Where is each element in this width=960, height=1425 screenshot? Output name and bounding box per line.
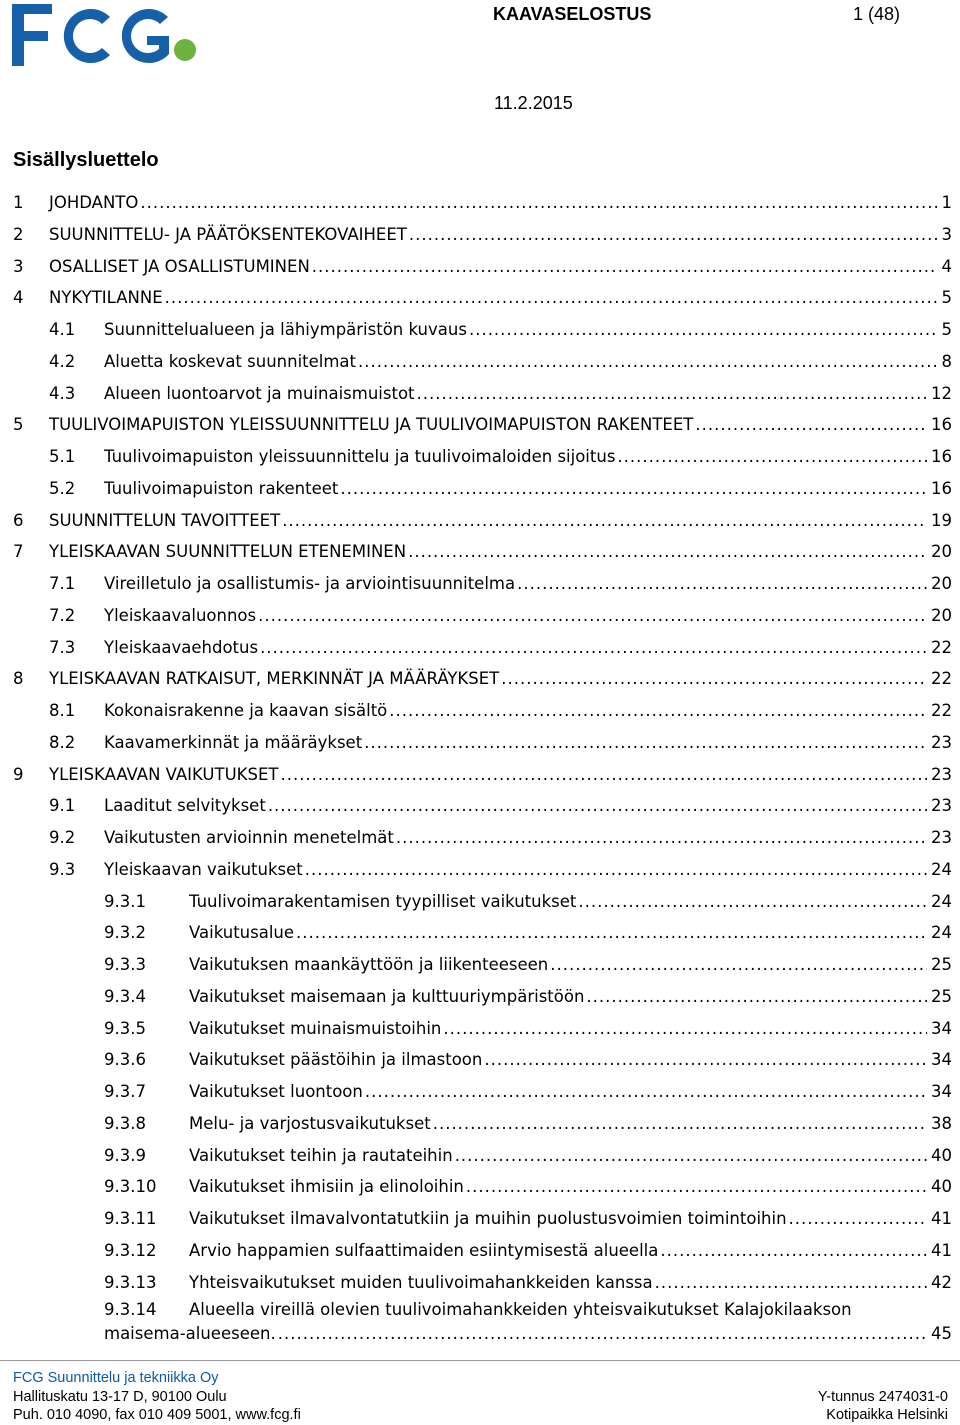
toc-leader-dots: [484, 1044, 927, 1076]
toc-entry-number: 4.3: [49, 383, 76, 403]
toc-entry-number: 9.3.13: [104, 1272, 157, 1292]
toc-entry-page: 41: [927, 1203, 952, 1235]
toc-entry-page: 40: [927, 1140, 952, 1172]
footer-company: FCG Suunnittelu ja tekniikka Oy: [13, 1370, 219, 1386]
toc-entry-number: 9.3.8: [104, 1113, 146, 1133]
toc-entry-label: SUUNNITTELUN TAVOITTEET: [49, 505, 282, 537]
toc-entry-number: 9.3.14: [104, 1300, 157, 1320]
toc-leader-dots: [469, 314, 938, 346]
toc-entry-label: Yhteisvaikutukset muiden tuulivoimahankkeiden kanssa: [189, 1267, 655, 1299]
toc-entry-page: 3: [938, 219, 953, 251]
toc-entry-page: 45: [927, 1322, 952, 1346]
toc-entry-page: 1: [938, 187, 953, 219]
document-title: KAAVASELOSTUS: [493, 4, 652, 24]
toc-leader-dots: [455, 1140, 927, 1172]
toc-entry-label: YLEISKAAVAN VAIKUTUKSET: [49, 759, 280, 791]
toc-leader-dots: [280, 759, 927, 791]
toc-leader-dots: [268, 790, 927, 822]
toc-entry-page: 25: [927, 981, 952, 1013]
toc-entry-number: 9.3.10: [104, 1177, 157, 1197]
toc-entry-number: 9.3.12: [104, 1240, 157, 1260]
toc-entry-number: 9.3.7: [104, 1082, 146, 1101]
toc-entry-page: 16: [927, 441, 952, 473]
toc-entry-page: 20: [927, 568, 952, 600]
toc-entry-label: TUULIVOIMAPUISTON YLEISSUUNNITTELU JA TUULIVOIMAPUISTON RAKENTEET: [49, 409, 695, 441]
toc-entry-number: 7.1: [49, 574, 76, 593]
toc-entry-number: 5: [13, 415, 24, 435]
toc-leader-dots: [655, 1267, 927, 1299]
toc-entry-label: Alueen luontoarvot ja muinaismuistot: [104, 378, 417, 410]
toc-entry-label: Tuulivoimapuiston yleissuunnittelu ja tuulivoimaloiden sijoitus: [104, 441, 617, 473]
toc-entry-label: Vaikutusalue: [189, 917, 296, 949]
toc-leader-dots: [389, 695, 927, 727]
toc-entry-number: 5.1: [49, 447, 76, 466]
toc-entry-label: Vaikutukset päästöihin ja ilmastoon: [189, 1044, 484, 1076]
toc-entry-label: Vaikutukset teihin ja rautateihin: [189, 1140, 455, 1172]
toc-leader-dots: [789, 1203, 927, 1235]
toc-entry-label: YLEISKAAVAN RATKAISUT, MERKINNÄT JA MÄÄRÄYKSET: [49, 663, 501, 695]
footer-domicile: Kotipaikka Helsinki: [826, 1407, 948, 1423]
footer-contact: Puh. 010 4090, fax 010 409 5001, www.fcg.fi: [13, 1407, 301, 1423]
toc-entry-page: 25: [927, 949, 952, 981]
toc-entry-label: Suunnittelualueen ja lähiympäristön kuvaus: [104, 314, 469, 346]
document-date: 11.2.2015: [494, 93, 573, 113]
toc-entry-page: 34: [927, 1076, 952, 1108]
toc-entry-number: 9.3.11: [104, 1209, 157, 1228]
toc-entry-page: 22: [927, 632, 952, 664]
toc-leader-dots: [364, 727, 927, 759]
toc-entry-page: 23: [927, 822, 952, 854]
toc-entry-label: Arvio happamien sulfaattimaiden esiintymisestä alueella: [189, 1235, 660, 1267]
toc-entry-label: Vaikutuksen maankäyttöön ja liikenteeseen: [189, 949, 550, 981]
toc-heading: Sisällysluettelo: [13, 149, 159, 171]
footer-business-id: Y-tunnus 2474031-0: [817, 1389, 948, 1405]
toc-leader-dots: [358, 346, 937, 378]
toc-entry-number: 8.2: [49, 732, 76, 752]
toc-entry-label: Aluetta koskevat suunnitelmat: [104, 346, 358, 378]
toc-leader-dots: [340, 473, 927, 505]
toc-leader-dots: [408, 536, 927, 568]
toc-leader-dots: [282, 505, 927, 537]
toc-leader-dots: [396, 822, 927, 854]
toc-entry-page: 16: [927, 473, 952, 505]
toc-entry-label: OSALLISET JA OSALLISTUMINEN: [49, 251, 312, 283]
toc-entry-label: Vaikutusten arvioinnin menetelmät: [104, 822, 396, 854]
toc-entry-number: 8.1: [49, 701, 76, 720]
toc-entry-label: Vaikutukset maisemaan ja kulttuuriympäristöön: [189, 981, 586, 1013]
toc-entry-page: 20: [927, 536, 952, 568]
toc-entry-label: YLEISKAAVAN SUUNNITTELUN ETENEMINEN: [49, 536, 408, 568]
toc-entry-label: JOHDANTO: [49, 187, 140, 219]
footer-divider: [0, 1360, 960, 1361]
toc-entry-page: 8: [938, 346, 953, 378]
page-number: 1 (48): [853, 4, 901, 24]
toc-entry-page: 41: [927, 1235, 952, 1267]
toc-leader-dots: [695, 409, 927, 441]
toc-entry-page: 22: [927, 695, 952, 727]
toc-entry-number: 9.3.1: [104, 891, 146, 911]
toc-leader-dots: [433, 1108, 927, 1140]
toc-leader-dots: [417, 378, 927, 410]
toc-entry-label: Melu- ja varjostusvaikutukset: [189, 1108, 433, 1140]
toc-entry-page: 23: [927, 790, 952, 822]
toc-entry-number: 9.3.3: [104, 955, 146, 974]
toc-entry-page: 42: [927, 1267, 952, 1299]
toc-entry-number: 9.1: [49, 796, 76, 816]
toc-entry-page: 24: [927, 886, 952, 918]
toc-leader-dots: [165, 282, 938, 314]
fcg-logo: [12, 4, 197, 68]
toc-entry-label: Yleiskaavan vaikutukset: [104, 854, 305, 886]
toc-entry-page: 12: [927, 378, 952, 410]
toc-entry-number: 9.3.2: [104, 923, 146, 943]
toc-entry-page: 5: [938, 282, 953, 314]
toc-leader-dots: [258, 600, 927, 632]
toc-entry-page: 19: [927, 505, 952, 537]
toc-entry-page: 23: [927, 759, 952, 791]
toc-entry-number: 9.3.6: [104, 1050, 146, 1070]
toc-entry-page: 38: [927, 1108, 952, 1140]
toc-leader-dots: [305, 854, 927, 886]
toc-entry-number: 4.2: [49, 351, 76, 371]
toc-entry-number: 2: [13, 224, 24, 244]
toc-entry-number: 3: [13, 256, 24, 276]
toc-leader-dots: [586, 981, 927, 1013]
toc-entry-number: 7.2: [49, 605, 76, 625]
toc-entry-label: Laaditut selvitykset: [104, 790, 268, 822]
toc-leader-dots: [312, 251, 938, 283]
toc-entry-number: 4: [13, 288, 24, 308]
toc-entry-label: Kaavamerkinnät ja määräykset: [104, 727, 364, 759]
toc-entry-label: Tuulivoimarakentamisen tyypilliset vaikutukset: [189, 886, 578, 918]
toc-entry-number: 9.3.5: [104, 1018, 146, 1038]
toc-entry-number: 9.3.4: [104, 986, 146, 1006]
toc-entry-page: 34: [927, 1013, 952, 1045]
toc-entry-number: 6: [13, 510, 24, 530]
toc-entry-label: NYKYTILANNE: [49, 282, 165, 314]
toc-entry-number: 1: [13, 193, 24, 212]
toc-entry-page: 24: [927, 917, 952, 949]
toc-entry-number: 8: [13, 669, 24, 689]
toc-leader-dots: [260, 632, 927, 664]
toc-entry-label: Tuulivoimapuiston rakenteet: [104, 473, 340, 505]
toc-entry-number: 9: [13, 764, 24, 784]
toc-entry-page: 34: [927, 1044, 952, 1076]
toc-leader-dots: [578, 886, 927, 918]
toc-leader-dots: [501, 663, 927, 695]
toc-leader-dots: [443, 1013, 927, 1045]
toc-leader-dots: [365, 1076, 927, 1108]
footer-address: Hallituskatu 13-17 D, 90100 Oulu: [13, 1389, 227, 1405]
toc-leader-dots: [140, 187, 937, 219]
toc-entry-page: 16: [927, 409, 952, 441]
toc-entry-page: 22: [927, 663, 952, 695]
toc-entry-label: SUUNNITTELU- JA PÄÄTÖKSENTEKOVAIHEET: [49, 219, 409, 251]
toc-entry-label-continued: maisema-alueeseen.: [104, 1322, 278, 1346]
toc-leader-dots: [278, 1322, 927, 1346]
toc-entry-number: 9.2: [49, 828, 76, 847]
toc-entry-label: Alueella vireillä olevien tuulivoimahankkeiden yhteisvaikutukset Kalajokilaakson: [189, 1300, 852, 1320]
toc-entry-page: 23: [927, 727, 952, 759]
toc-entry-label: Yleiskaavaehdotus: [104, 632, 260, 664]
toc-entry-label: Vaikutukset muinaismuistoihin: [189, 1013, 443, 1045]
toc-leader-dots: [466, 1171, 927, 1203]
toc-entry-number: 9.3: [49, 859, 76, 879]
toc-leader-dots: [517, 568, 927, 600]
toc-entry-page: 4: [938, 251, 953, 283]
toc-leader-dots: [550, 949, 927, 981]
toc-entry-page: 40: [927, 1171, 952, 1203]
toc-leader-dots: [660, 1235, 927, 1267]
toc-entry-label: Kokonaisrakenne ja kaavan sisältö: [104, 695, 389, 727]
toc-entry-number: 9.3.9: [104, 1145, 146, 1165]
toc-leader-dots: [409, 219, 938, 251]
toc-entry-number: 4.1: [49, 320, 76, 339]
toc-entry-page: 24: [927, 854, 952, 886]
toc-leader-dots: [296, 917, 927, 949]
toc-entry-number: 7: [13, 542, 24, 562]
toc-entry-label: Vaikutukset luontoon: [189, 1076, 365, 1108]
toc-entry-label: Yleiskaavaluonnos: [104, 600, 258, 632]
toc-entry-page: 5: [938, 314, 953, 346]
toc-entry-number: 5.2: [49, 478, 76, 498]
toc-entry-number: 7.3: [49, 637, 76, 657]
toc-entry-page: 20: [927, 600, 952, 632]
toc-entry-label: Vaikutukset ilmavalvontatutkiin ja muihin puolustusvoimien toimintoihin: [189, 1203, 789, 1235]
toc-entry-label: Vaikutukset ihmisiin ja elinoloihin: [189, 1171, 466, 1203]
toc-leader-dots: [617, 441, 927, 473]
toc-entry-label: Vireilletulo ja osallistumis- ja arviointisuunnitelma: [104, 568, 517, 600]
